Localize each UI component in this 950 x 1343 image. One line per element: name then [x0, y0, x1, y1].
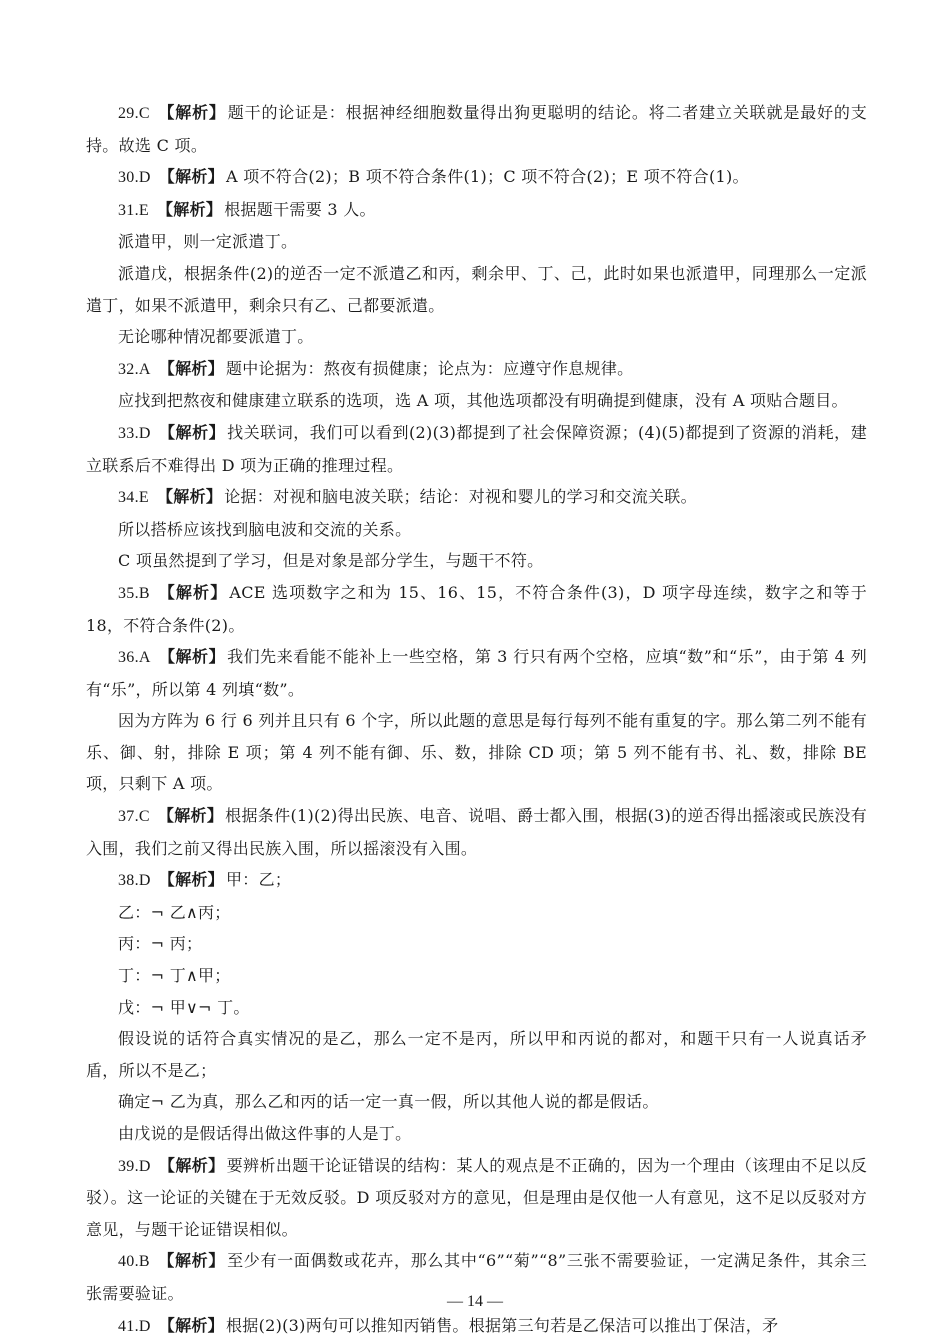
answer-31	[86, 194, 867, 227]
question-number: 33.D	[118, 424, 151, 442]
answer-text: 根据条件(1)(2)得出民族、电音、说唱、爵士都入围，根据(3)的逆否得出摇滚或民族没有入围，我们之前又得出民族入围，所以摇滚没有入围。	[86, 806, 867, 858]
page-number: — 14 —	[447, 1293, 503, 1310]
answer-text: 根据(2)(3)两句可以推知丙销售。根据第三句若是乙保洁可以推出丁保洁，矛	[225, 1315, 779, 1335]
answer-38-statement: 乙：¬ 乙∧丙；	[118, 902, 231, 922]
question-number: 31.E	[118, 201, 149, 219]
answer-36	[86, 641, 867, 705]
answer-33	[86, 417, 867, 481]
answer-explanations	[86, 97, 867, 1342]
analysis-tag: 【解析】	[158, 1315, 224, 1335]
answer-31-detail: 无论哪种情况都要派遣丁。	[118, 327, 314, 347]
analysis-tag: 【解析】	[158, 358, 224, 378]
analysis-tag: 【解析】	[156, 487, 223, 507]
analysis-tag: 【解析】	[157, 103, 226, 122]
question-number: 41.D	[118, 1317, 151, 1335]
answer-text: 要辨析出题干论证错误的结构：某人的观点是不正确的，因为一个理由（该理由不足以反驳）。这一论证的关键在于无效反驳。D 项反驳对方的意见，但是理由是仅他一人有意见，这不足以反驳对方意见，与题干论证错误相似。	[86, 1155, 868, 1239]
answer-38-detail: 确定¬ 乙为真，那么乙和丙的话一定一真一假，所以其他人说的都是假话。	[118, 1092, 659, 1112]
answer-32	[86, 353, 867, 386]
answer-32-detail: 应找到把熬夜和健康建立联系的选项，选 A 项，其他选项都没有明确提到健康，没有 A 项贴合题目。	[118, 391, 848, 411]
analysis-tag: 【解析】	[158, 870, 224, 890]
answer-38-statement: 丙：¬ 丙；	[118, 934, 203, 954]
answer-text: 根据题干需要 3 人。	[224, 199, 376, 219]
answer-text: 至少有一面偶数或花卉，那么其中“6”“菊”“8”三张不需要验证，一定满足条件，其余三张需要验证。	[86, 1251, 867, 1303]
answer-35	[86, 577, 867, 641]
question-number: 35.B	[118, 584, 150, 602]
question-number: 39.D	[118, 1157, 151, 1175]
answer-text: 题中论据为：熬夜有损健康；论点为：应遵守作息规律。	[225, 358, 634, 378]
analysis-tag: 【解析】	[158, 1155, 225, 1175]
question-number: 40.B	[118, 1253, 150, 1271]
analysis-tag: 【解析】	[158, 647, 226, 667]
answer-31-detail: 派遣甲，则一定派遣丁。	[118, 232, 298, 252]
analysis-tag: 【解析】	[156, 199, 223, 219]
answer-38-statement: 丁：¬ 丁∧甲；	[118, 966, 231, 986]
answer-29	[86, 97, 867, 161]
answer-text: 找关联词，我们可以看到(2)(3)都提到了社会保障资源；(4)(5)都提到了资源的消耗，建立联系后不难得出 D 项为正确的推理过程。	[86, 422, 867, 475]
analysis-tag: 【解析】	[157, 582, 228, 602]
analysis-tag: 【解析】	[158, 167, 224, 187]
answer-text: 甲：乙；	[225, 870, 292, 890]
question-number: 36.A	[118, 649, 151, 667]
answer-30	[86, 161, 867, 194]
question-number: 34.E	[118, 489, 149, 507]
answer-text: ACE 选项数字之和为 15、16、15，不符合条件(3)，D 项字母连续，数字之和等于 18，不符合条件(2)。	[86, 582, 867, 635]
answer-34	[86, 481, 867, 514]
answer-38-detail: 由戊说的是假话得出做这件事的人是丁。	[118, 1124, 412, 1143]
question-number: 29.C	[118, 105, 150, 122]
question-number: 30.D	[118, 169, 151, 187]
answer-text: 我们先来看能不能补上一些空格，第 3 行只有两个空格，应填“数”和“乐”，由于第 4 列有“乐”，所以第 4 列填“数”。	[86, 647, 868, 699]
answer-text: 论据：对视和脑电波关联；结论：对视和婴儿的学习和交流关联。	[224, 487, 697, 507]
answer-text: 题干的论证是：根据神经细胞数量得出狗更聪明的结论。将二者建立关联就是最好的支持。故选 C 项。	[86, 103, 868, 155]
analysis-tag: 【解析】	[157, 1251, 226, 1271]
answer-34-detail: C 项虽然提到了学习，但是对象是部分学生，与题干不符。	[118, 551, 544, 571]
answer-34-detail: 所以搭桥应该找到脑电波和交流的关系。	[118, 519, 412, 539]
answer-36-detail: 因为方阵为 6 行 6 列并且只有 6 个字，所以此题的意思是每行每列不能有重复的字。那么第二列不能有乐、御、射，排除 E 项；第 4 列不能有御、乐、数，排除 CD 项；第 5 列不能有书、礼、数，排除 BE 项，只剩下 A 项。	[86, 711, 867, 794]
answer-text: A 项不符合(2)；B 项不符合条件(1)；C 项不符合(2)；E 项不符合(1)。	[225, 167, 749, 187]
analysis-tag: 【解析】	[157, 806, 224, 826]
answer-39	[86, 1150, 867, 1246]
analysis-tag: 【解析】	[158, 422, 226, 442]
answer-31-detail: 派遣戊，根据条件(2)的逆否一定不派遣乙和丙，剩余甲、丁、己，此时如果也派遣甲，同理那么一定派遣丁，如果不派遣甲，剩余只有乙、己都要派遣。	[86, 263, 867, 315]
answer-38-detail: 假设说的话符合真实情况的是乙，那么一定不是丙，所以甲和丙说的都对，和题干只有一人说真话矛盾，所以不是乙；	[86, 1029, 867, 1080]
answer-37	[86, 800, 867, 864]
answer-41	[86, 1310, 867, 1343]
answer-38-statement: 戊：¬ 甲∨¬ 丁。	[118, 997, 250, 1017]
question-number: 37.C	[118, 808, 150, 826]
answer-38	[86, 864, 867, 897]
question-number: 38.D	[118, 872, 151, 890]
question-number: 32.A	[118, 360, 151, 378]
